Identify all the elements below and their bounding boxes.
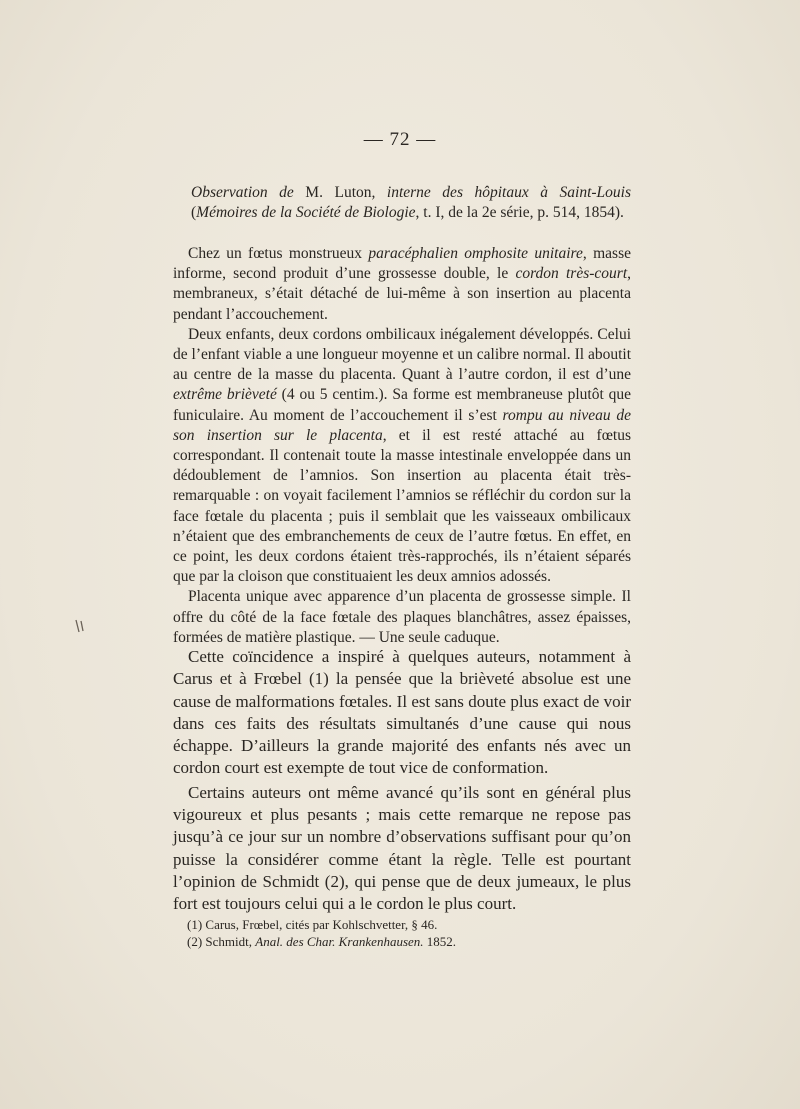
- citation-source: Mémoires de la Société de Biologie: [196, 204, 416, 221]
- footnote-2: [187, 934, 567, 951]
- observation-text: [173, 244, 631, 648]
- citation-details: , t. I, de la 2e série, p. 514, 1854).: [415, 204, 624, 221]
- footnote-1: (1) Carus, Frœbel, cités par Kohlschvetter, § 46.: [187, 917, 438, 932]
- observation-paragraph: Placenta unique avec apparence d’un placenta de grossesse simple. Il offre du côté de la face fœtale des plaques blanchâtres, assez épaisses, formées de matière plastique. — Une seule caduque.: [173, 588, 631, 646]
- citation-author: M. Luton: [305, 184, 372, 201]
- text-run: 1852.: [423, 933, 457, 949]
- body-paragraph: Certains auteurs ont même avancé qu’ils sont en général plus vigoureux et plus pesants ; mais cette remarque ne repose pas jusqu’à ce jour sur un nombre d’observations suffisant pour qu’on puisse la considérer comme étant la règle. Telle est pourtant l’opinion de Schmidt (2), qui pense que de deux jumeaux, le plus fort est toujours celui qui a le cordon le plus court.: [173, 782, 631, 914]
- emphasis-run: paracéphalien omphosite unitaire: [368, 245, 583, 262]
- margin-mark-icon: [74, 618, 86, 634]
- citation-mid: , interne des hôpitaux à Saint-Louis: [371, 184, 631, 201]
- text-run: (2) Schmidt,: [187, 933, 256, 949]
- observation-paragraph: [173, 244, 631, 325]
- emphasis-run: Anal. des Char. Krankenhausen.: [255, 933, 424, 949]
- text-run: , et il est resté attaché au fœtus correspondant. Il contenait toute la masse intestinale enveloppée dans un dédoublement de l’amnios. Son insertion au placenta était très-remarquable : on voyait facilement l’amnios se réfléchir du cordon sur la face fœtale du placenta ; puis il semblait que les vaisseaux ombilicaux n’étaient que des embranchements de ceux de l’autre fœtus. En effet, en ce point, les deux cordons étaient très-rapprochés, ils n’étaient séparés que par la cloison que constituaient les deux amnios adossés.: [173, 426, 631, 586]
- body-paragraph: Cette coïncidence a inspiré à quelques auteurs, notamment à Carus et à Frœbel (1) la pensée que la brièveté absolue est une cause de malformations fœtales. Il est sans doute plus exact de voir dans ces faits des résultats simultanés d’une cause qui nous échappe. D’ailleurs la grande majorité des enfants nés avec un cordon court est exempte de tout vice de conformation.: [173, 647, 631, 778]
- text-run: (4 ou 5 centim.). Sa forme est membraneuse plutôt que funiculaire. Au moment de l’accouchement il s’est: [173, 386, 631, 424]
- footnotes: [187, 917, 567, 950]
- text-run: Chez un fœtus monstrueux: [188, 245, 369, 262]
- emphasis-run: extrême brièveté: [173, 386, 277, 404]
- emphasis-run: rompu au niveau de son insertion sur le placenta: [173, 406, 631, 444]
- text-run: Deux enfants, deux cordons ombilicaux inégalement développés. Celui de l’enfant viable a une longueur moyenne et un calibre normal. Il aboutit au centre de la masse du placenta. Quant à l’autre cordon, il est d’une: [173, 325, 631, 384]
- text-run: , masse informe, second produit d’une grossesse double, le: [173, 245, 631, 283]
- citation-lead: Observation de: [191, 184, 306, 201]
- citation-paren: (: [191, 204, 197, 221]
- emphasis-run: cordon très-court: [515, 265, 628, 283]
- text-run: , membraneux, s’était détaché de lui-même à son insertion au placenta pendant l’accouchement.: [173, 265, 632, 323]
- main-text: [173, 646, 631, 918]
- observation-paragraph: [173, 325, 631, 588]
- observation-citation: [191, 183, 631, 223]
- page-number: — 72 —: [363, 129, 437, 150]
